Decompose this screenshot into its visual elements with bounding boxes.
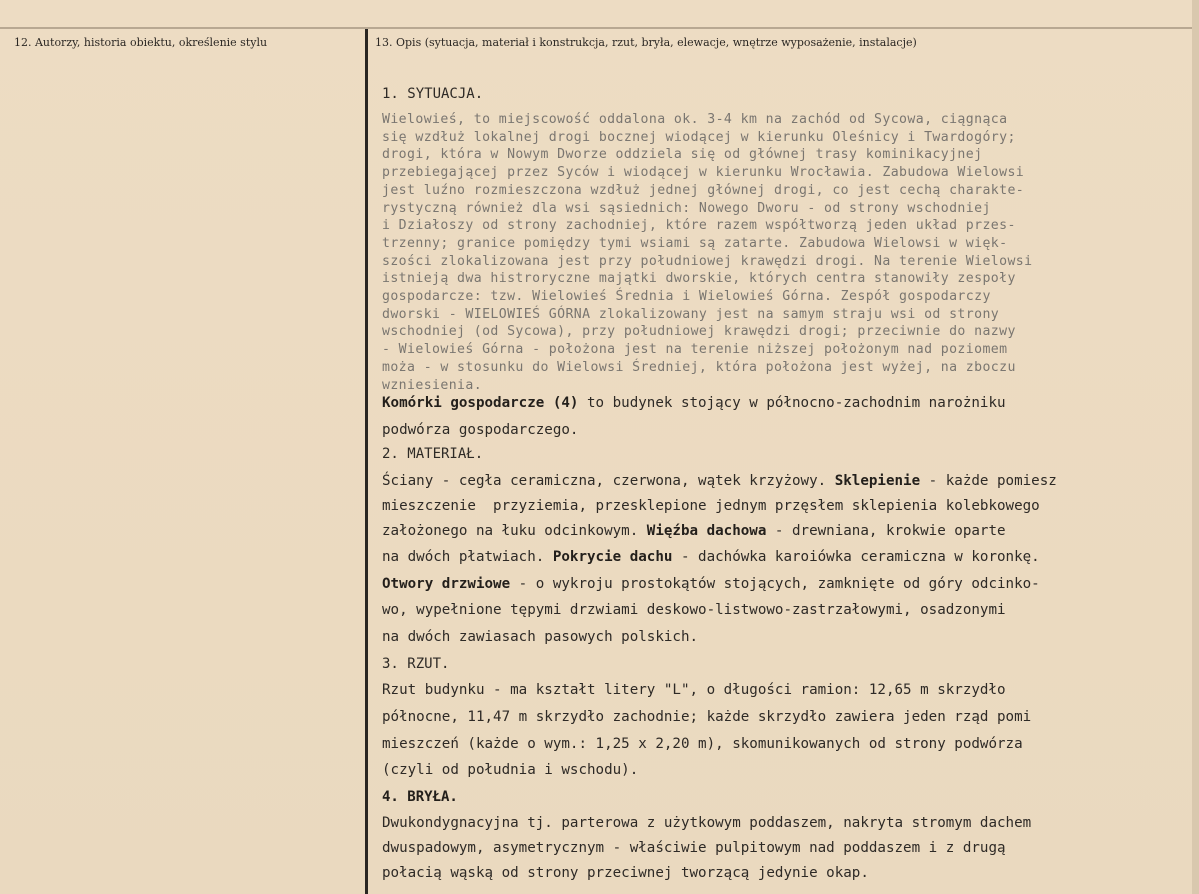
sytuacja-line: gospodarcze: tzw. Wielowieś Średnia i Wielowieś Górna. Zespół gospodarczy (382, 289, 991, 304)
section-2-heading: 2. MATERIAŁ. (382, 446, 484, 462)
sytuacja-line: się wzdłuż lokalnej drogi bocznej wiodącej w kierunku Oleśnicy i Twardogóry; (382, 129, 1016, 145)
material-line-2: mieszczenie przyziemia, przesklepione jednym przęsłem sklepienia kolebkowego (382, 498, 1040, 514)
rzut-line-4: (czyli od południa i wschodu). (382, 762, 639, 778)
sytuacja-line: rystyczną również dla wsi sąsiednich: Nowego Dworu - od strony wschodniej (382, 200, 991, 216)
sytuacja-line: moża - w stosunku do Wielowsi Średniej, która położona jest wyżej, na zboczu (382, 359, 1016, 375)
material-line-6: wo, wypełnione tępymi drzwiami deskowo-listwowo-zastrzałowymi, osadzonymi (382, 602, 1006, 618)
material-text: na dwóch płatwiach. (382, 549, 553, 565)
sytuacja-line: dworski - WIELOWIEŚ GÓRNA zlokalizowany jest na samym straju wsi od strony (382, 306, 1000, 322)
rzut-line-2: północne, 11,47 m skrzydło zachodnie; każde skrzydło zawiera jeden rząd pomi (382, 709, 1032, 725)
material-line-3 (382, 523, 1006, 539)
sytuacja-line: i Działoszy od strony zachodniej, które razem współtworzą jeden układ przes- (382, 218, 1016, 234)
field-13-header: 13. Opis (sytuacja, materiał i konstrukcja, rzut, bryła, elewacje, wnętrze wyposażenie, instalacje) (375, 36, 917, 49)
section-1-heading: 1. SYTUACJA. (382, 86, 484, 102)
bryla-line-1: Dwukondygnacyjna tj. parterowa z użytkowym poddaszem, nakryta stromym dachem (382, 815, 1032, 831)
header-rule (0, 27, 1199, 29)
sytuacja-line: wschodniej (od Sycowa), przy południowej krawędzi drogi; przeciwnie do nazwy (382, 324, 1016, 340)
sytuacja-line: - Wielowieś Górna - położona jest na terenie niższej położonym nad poziomem (382, 342, 1008, 358)
komorki-title: Komórki gospodarcze (4) (382, 395, 579, 411)
material-text: - dachówka karoiówka ceramiczna w koronkę. (672, 549, 1040, 565)
material-term: Sklepienie (834, 473, 921, 489)
sytuacja-line: drogi, która w Nowym Dworze oddziela się od głównej trasy kominikacyjnej (382, 147, 983, 163)
bryla-line-2: dwuspadowym, asymetrycznym - właściwie pulpitowym nad poddaszem i z drugą (382, 840, 1006, 856)
rzut-line-1: Rzut budynku - ma kształt litery "L", o długości ramion: 12,65 m skrzydło (382, 682, 1006, 698)
material-text: - o wykroju prostokątów stojących, zamknięte od góry odcinko- (510, 576, 1040, 592)
sytuacja-line: jest luźno rozmieszczona wzdłuż jednej głównej drogi, co jest cechą charakte- (382, 182, 1025, 198)
material-text: - każde pomiesz (920, 473, 1057, 489)
material-text: Ściany - cegła ceramiczna, czerwona, wątek krzyżowy. (382, 473, 835, 489)
komorki-text: to budynek stojący w północno-zachodnim narożniku (578, 395, 1006, 411)
page-edge (1192, 0, 1199, 894)
sytuacja-line: istnieją dwa histroryczne majątki dworskie, których centra stanowiły zespoły (382, 271, 1016, 287)
material-line-1 (382, 473, 1057, 489)
section-4-heading: 4. BRYŁA. (382, 789, 458, 805)
field-12-header: 12. Autorzy, historia obiektu, określenie stylu (14, 36, 268, 49)
material-line-5 (382, 576, 1040, 592)
material-term: Więźba dachowa (646, 523, 767, 539)
material-term: Otwory drzwiowe (382, 576, 511, 592)
material-line-7: na dwóch zawiasach pasowych polskich. (382, 629, 699, 645)
sytuacja-line: wzniesienia. (382, 377, 483, 393)
material-term: Pokrycie dachu (552, 549, 673, 565)
column-divider (365, 29, 368, 894)
sytuacja-line: trzenny; granice pomiędzy tymi wsiami są zatarte. Zabudowa Wielowsi w więk- (382, 235, 1008, 251)
komorki-line-1 (382, 395, 1006, 411)
material-text: - drewniana, krokwie oparte (766, 523, 1006, 539)
sytuacja-line: Wielowieś, to miejscowość oddalona ok. 3-4 km na zachód od Sycowa, ciągnąca (382, 112, 1008, 127)
material-text: założonego na łuku odcinkowym. (382, 523, 647, 539)
rzut-line-3: mieszczeń (każde o wym.: 1,25 x 2,20 m), skomunikowanych od strony podwórza (382, 736, 1023, 752)
section-3-heading: 3. RZUT. (382, 656, 450, 672)
sytuacja-line: szości zlokalizowana jest przy południowej krawędzi drogi. Na terenie Wielowsi (382, 253, 1033, 269)
komorki-line-2: podwórza gospodarczego. (382, 422, 579, 438)
sytuacja-line: przebiegającej przez Syców i wiodącej w kierunku Wrocławia. Zabudowa Wielowsi (382, 165, 1025, 181)
material-line-4 (382, 549, 1040, 565)
bryla-line-3: połacią wąską od strony przeciwnej tworzącą jedynie okap. (382, 865, 869, 881)
